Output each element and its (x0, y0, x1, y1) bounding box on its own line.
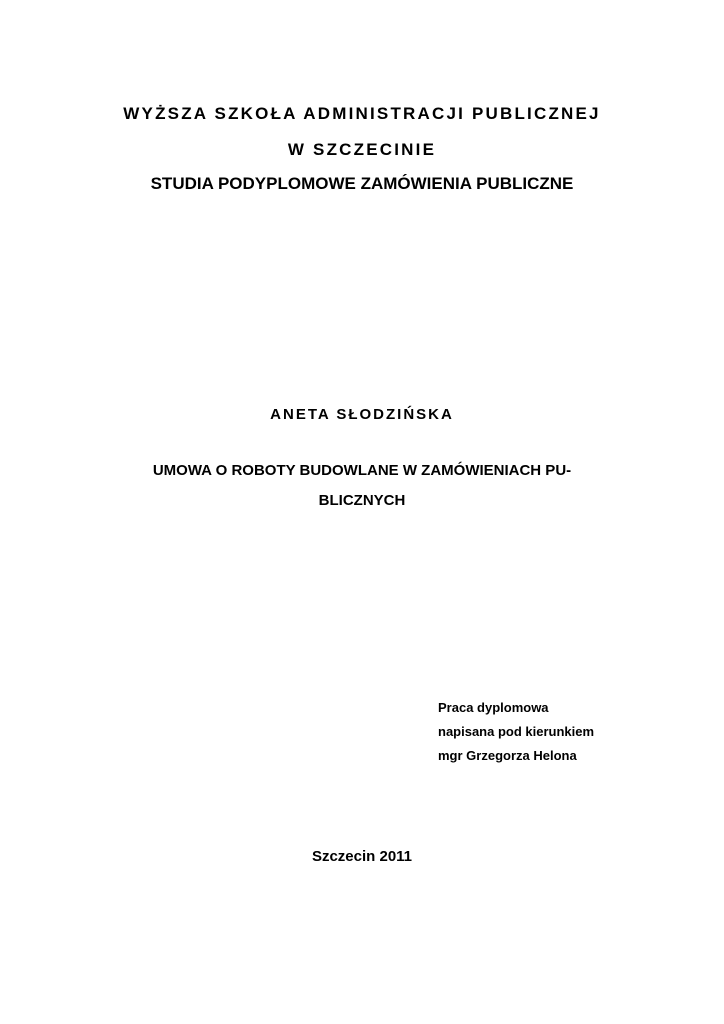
thesis-type: Praca dyplomowa (438, 700, 549, 715)
supervision-note: napisana pod kierunkiem (438, 724, 595, 739)
author-name: ANETA SŁODZIŃSKA (270, 406, 454, 423)
institution-city: W SZCZECINIE (287, 140, 437, 159)
thesis-title-line-1: UMOWA O ROBOTY BUDOWLANE W ZAMÓWIENIACH PU- (152, 462, 572, 479)
supervisor-name: mgr Grzegorza Helona (438, 748, 577, 763)
institution-name: WYŻSZA SZKOŁA ADMINISTRACJI PUBLICZNEJ (123, 104, 601, 123)
study-program: STUDIA PODYPLOMOWE ZAMÓWIENIA PUBLICZNE (150, 174, 574, 193)
place-and-year: Szczecin 2011 (311, 848, 413, 865)
thesis-title-line-2: BLICZNYCH (318, 492, 406, 509)
thesis-info-block (438, 696, 594, 768)
